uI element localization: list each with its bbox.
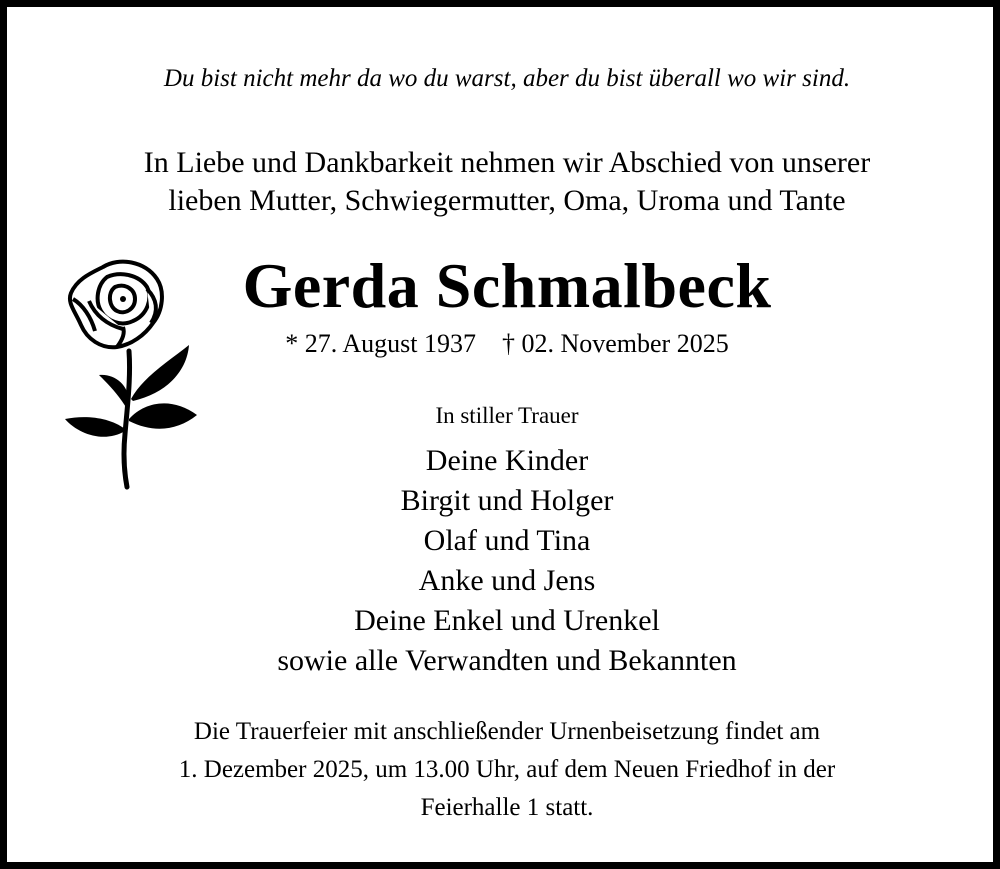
birth-date: * 27. August 1937 [285,329,476,358]
intro-line-1: In Liebe und Dankbarkeit nehmen wir Abschied von unserer [143,146,871,179]
closing-line-3: Feierhalle 1 statt. [420,794,594,821]
family-line-1: Deine Kinder [425,444,589,477]
family-line-3: Olaf und Tina [423,524,591,557]
family-line-2: Birgit und Holger [400,484,614,517]
intro-line-2: lieben Mutter, Schwiegermutter, Oma, Uroma und Tante [168,184,846,217]
family-line-5: Deine Enkel und Urenkel [354,604,660,637]
closing-line-2: 1. Dezember 2025, um 13.00 Uhr, auf dem Neuen Friedhof in der [178,756,836,783]
deceased-name: Gerda Schmalbeck [242,250,772,321]
death-date: † 02. November 2025 [501,329,729,358]
life-dates [7,327,1000,361]
closing-line-1: Die Trauerfeier mit anschließender Urnenbeisetzung findet am [193,718,821,745]
mourning-heading: In stiller Trauer [435,403,579,428]
family-line-6: sowie alle Verwandten und Bekannten [277,644,737,677]
family-line-4: Anke und Jens [418,564,596,597]
motto: Du bist nicht mehr da wo du warst, aber du bist überall wo wir sind. [163,65,851,92]
